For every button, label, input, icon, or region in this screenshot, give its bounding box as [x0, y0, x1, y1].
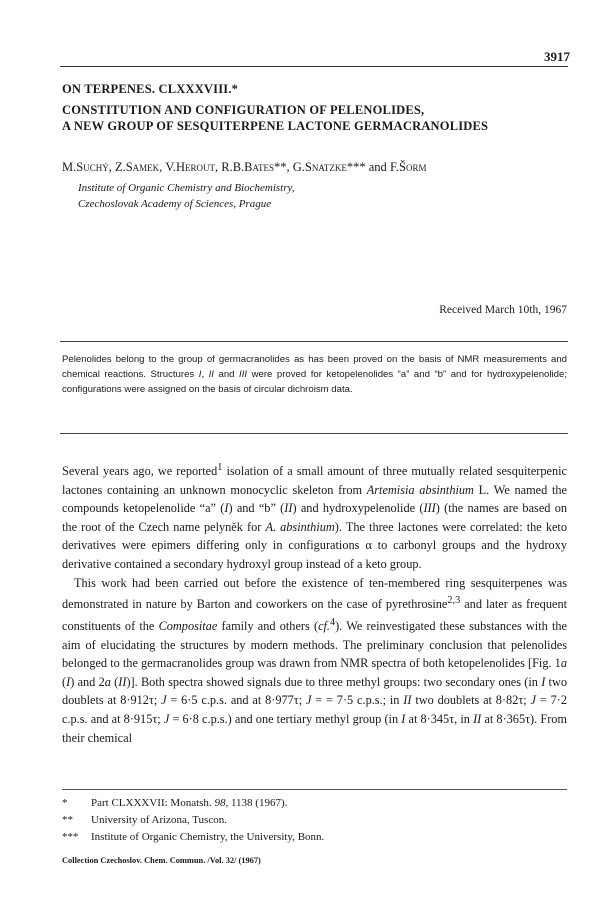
- abstract-structure-ref: III: [239, 369, 248, 380]
- citation-ref: 2,3: [447, 595, 461, 607]
- abstract-text: ,: [201, 369, 209, 380]
- coupling-constant: J: [530, 693, 537, 708]
- abstract: [62, 352, 567, 397]
- body-text: ) and 2: [70, 674, 105, 689]
- body-text: L. We named the compounds ketopelenolide “a” (: [62, 482, 567, 516]
- series-title: ON TERPENES. CLXXXVIII.*: [62, 82, 239, 96]
- abstract-top-rule: [60, 341, 568, 342]
- footnote-mark: ***: [62, 831, 79, 843]
- title-line-1: CONSTITUTION AND CONFIGURATION OF PELENOLIDES,: [62, 103, 425, 117]
- body-text: Several years ago, we reported: [62, 464, 218, 479]
- author-2: Z.Samek: [114, 160, 160, 174]
- author-4: R.B.Bates**: [221, 160, 287, 174]
- body-text: at 8·365τ). From their chemical: [62, 712, 567, 745]
- abstract-structure-ref: I: [198, 369, 202, 380]
- affiliation-line-1: Institute of Organic Chemistry and Biochemistry,: [78, 182, 295, 194]
- footnote-3: [62, 829, 567, 846]
- abstract-text: were proved for ketopelenolides “a” and “b” and for hydroxypelenolide; configurations were assigned on the basis of circular dichroism data.: [62, 369, 567, 395]
- footnote-2: [62, 812, 567, 829]
- compound-ref: I: [66, 674, 71, 689]
- compound-ref: II: [403, 693, 412, 708]
- body-text: two doublets at 8·82τ;: [411, 693, 531, 708]
- cf-abbrev: cf.: [318, 619, 331, 634]
- article-body: [62, 459, 567, 747]
- abstract-bottom-rule: [60, 433, 568, 434]
- body-text: (: [110, 674, 119, 689]
- body-text: This work had been carried out before the existence of ten-membered ring sesquiterpenes was demonstrated in nature by Barton and coworkers on the case of pyrethrosine: [62, 575, 567, 612]
- coupling-constant: J: [305, 693, 312, 708]
- footnote-text-part: Part CLXXXVII: Monatsh.: [91, 797, 215, 809]
- body-text: ) (the names are based on the root of the Czech name pelyněk for: [62, 501, 567, 534]
- body-text: = = 7·5 c.p.s.; in: [311, 693, 404, 708]
- body-text: = 6·8 c.p.s.) and one tertiary methyl group (in: [169, 712, 402, 726]
- citation-ref: 1: [217, 462, 223, 473]
- body-text: ). We reinvestigated these substances with the aim of elucidating the structures by modern methods. The preliminary conclusion that pelenolides belonged to the germacranolides group was drawn from NMR spectra of both ketopelenolides [Fig. 1: [62, 619, 567, 671]
- footnote-text: Institute of Organic Chemistry, the University, Bonn.: [91, 831, 325, 843]
- title-line-2: A NEW GROUP OF SESQUITERPENE LACTONE GERMACRANOLIDES: [62, 119, 489, 133]
- body-text: )]. Both spectra showed signals due to three methyl groups: two secondary ones (in: [126, 674, 542, 689]
- compound-ref: I: [401, 712, 406, 726]
- header-rule: [60, 66, 568, 67]
- affiliation-line-2: Czechoslovak Academy of Sciences, Prague: [78, 198, 272, 210]
- author-5: G.Snatzke***: [292, 160, 366, 174]
- journal-citation-line: Collection Czechoslov. Chem. Commun. /Vol. 32/ (1967): [62, 856, 261, 865]
- abstract-text: and: [213, 369, 240, 380]
- compound-ref: I: [541, 674, 546, 689]
- compound-ref: II: [118, 674, 127, 689]
- author-1: M.Suchý: [62, 160, 109, 174]
- article-title: [62, 102, 567, 134]
- coupling-constant: J: [161, 693, 167, 708]
- author-6: F.Šorm: [389, 160, 427, 174]
- compound-ref: II: [473, 712, 482, 726]
- page-number: 3917: [544, 49, 570, 64]
- species-name: A. absinthium: [265, 519, 335, 534]
- species-name: Artemisia absinthium: [366, 482, 474, 497]
- footnote-text: [91, 795, 567, 812]
- footnote-mark: **: [62, 814, 73, 826]
- footnote-text-part: , 1138 (1967).: [225, 797, 288, 809]
- paragraph-1: [62, 459, 567, 574]
- footnote-1: [62, 795, 567, 812]
- body-text: family and others (: [217, 619, 319, 634]
- footnote-mark: *: [62, 797, 68, 809]
- abstract-text: Pelenolides belong to the group of germacranolides as has been proved on the basis of NMR measurements and chemical reactions. Structures: [62, 354, 567, 380]
- abstract-structure-ref: II: [208, 369, 214, 380]
- citation-ref: 4: [330, 616, 336, 628]
- body-text: ). The three lactones were correlated: the keto derivatives were epimers differing only in configurations α to carbonyl groups and the hydroxy derivative contained a secondary hydroxyl group instead of a keto group.: [62, 519, 567, 572]
- footnotes: [62, 795, 567, 846]
- body-text: and later as frequent constituents of the: [62, 597, 568, 634]
- compound-ref: II: [284, 501, 293, 516]
- body-text: = 6·5 c.p.s. and at 8·977τ;: [166, 693, 306, 708]
- body-text: ) and hydroxypelenolide (: [292, 501, 424, 516]
- author-list: M.Suchý, Z.Samek, V.Herout, R.B.Bates**, G.Snatzke*** and F.Šorm: [62, 160, 427, 174]
- body-text: ) and “b” (: [228, 501, 285, 516]
- family-name: Compositae: [158, 619, 218, 634]
- footnote-rule: [62, 789, 567, 790]
- received-date: Received March 10th, 1967: [439, 304, 567, 316]
- coupling-constant: J: [163, 712, 170, 726]
- compound-ref: III: [423, 501, 436, 516]
- figure-ref: a: [104, 674, 111, 689]
- author-3: V.Herout: [165, 160, 215, 174]
- body-text: two doublets at 8·912τ;: [62, 674, 567, 708]
- figure-ref: a: [560, 656, 567, 671]
- body-text: isolation of a small amount of three mutually related sesquiterpenic lactones containing an unknown monocyclic skeleton from: [62, 464, 568, 497]
- body-text: at 8·345τ, in: [405, 712, 474, 726]
- compound-ref: I: [224, 501, 229, 516]
- author-conjunction: and: [368, 160, 387, 174]
- body-text: (: [62, 674, 67, 689]
- body-text: = 7·2 c.p.s. and at 8·915τ;: [62, 693, 568, 726]
- journal-volume: 98: [214, 797, 226, 809]
- footnote-text: University of Arizona, Tuscon.: [91, 814, 227, 826]
- paragraph-2: [62, 574, 567, 748]
